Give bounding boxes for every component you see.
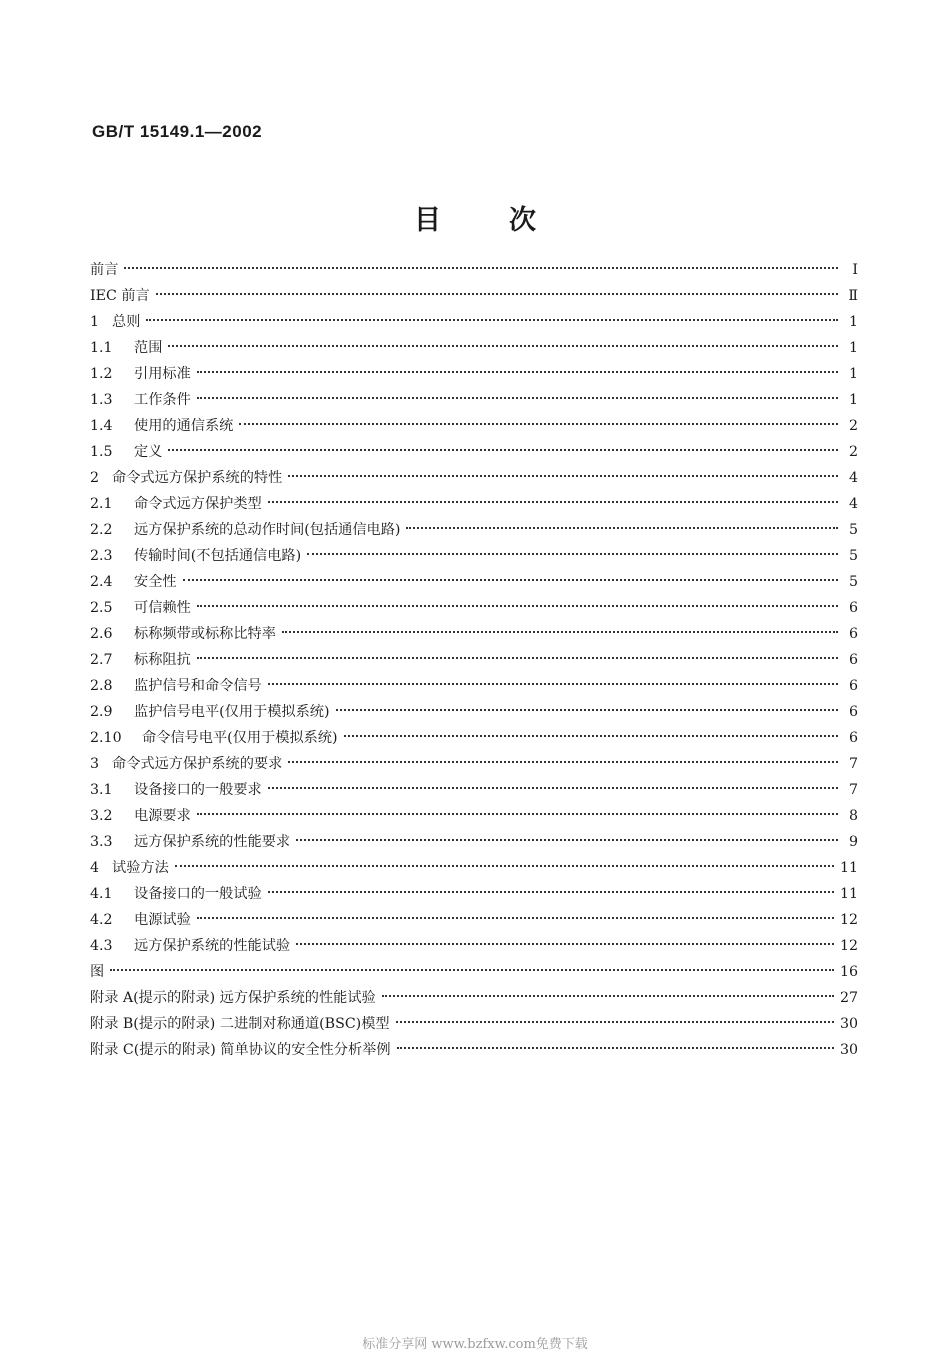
toc-entry-page: 2 [848, 444, 858, 460]
page-title: 目次 [414, 205, 604, 236]
toc-entry-page: 27 [839, 990, 858, 1006]
toc-entry[interactable] [90, 699, 858, 725]
toc-leader-dots [268, 683, 838, 685]
toc-entry-page: 9 [848, 834, 858, 850]
toc-leader-dots [282, 631, 838, 633]
table-of-contents [90, 257, 858, 1063]
toc-entry-page: Ⅱ [848, 288, 858, 304]
toc-entry-title: 设备接口的一般要求 [134, 782, 262, 798]
toc-leader-dots [296, 839, 838, 841]
toc-entry[interactable] [90, 829, 858, 855]
toc-leader-dots [168, 345, 838, 347]
toc-entry-title: 命令信号电平(仅用于模拟系统) [142, 730, 338, 746]
toc-entry[interactable] [90, 803, 858, 829]
toc-entry-title: 附录 A(提示的附录) 远方保护系统的性能试验 [90, 990, 376, 1006]
toc-entry-page: 12 [839, 912, 858, 928]
toc-entry-page: 6 [848, 678, 858, 694]
toc-entry-title: 电源要求 [134, 808, 191, 824]
toc-entry-page: 6 [848, 652, 858, 668]
toc-entry-page: 1 [848, 392, 858, 408]
toc-entry[interactable] [90, 283, 858, 309]
toc-entry[interactable] [90, 569, 858, 595]
toc-entry-number: 2.2 [90, 522, 113, 538]
toc-entry-title: 附录 B(提示的附录) 二进制对称通道(BSC)模型 [90, 1016, 390, 1032]
toc-leader-dots [197, 605, 838, 607]
toc-entry-title: 命令式远方保护系统的特性 [112, 470, 283, 486]
toc-entry-number: 3.1 [90, 782, 113, 798]
standard-code: GB/T 15149.1—2002 [92, 122, 263, 141]
toc-entry-title: 命令式远方保护类型 [134, 496, 262, 512]
toc-leader-dots [239, 423, 838, 425]
toc-entry-number: 2.10 [90, 730, 122, 746]
toc-leader-dots [307, 553, 838, 555]
toc-entry-title: IEC 前言 [90, 288, 150, 304]
toc-leader-dots [110, 969, 834, 971]
toc-entry-page: 5 [848, 522, 858, 538]
toc-entry[interactable] [90, 777, 858, 803]
toc-entry-title: 标称阻抗 [134, 652, 191, 668]
toc-entry-page: 1 [848, 340, 858, 356]
toc-leader-dots [268, 891, 834, 893]
toc-entry-number: 2 [90, 470, 100, 486]
toc-entry-page: 16 [839, 964, 858, 980]
toc-entry-title: 监护信号电平(仅用于模拟系统) [134, 704, 330, 720]
toc-entry-page: 11 [839, 886, 858, 902]
toc-entry[interactable] [90, 387, 858, 413]
toc-entry[interactable] [90, 257, 858, 283]
toc-entry-page: I [852, 262, 858, 278]
toc-entry-number: 3.3 [90, 834, 113, 850]
toc-entry-title: 远方保护系统的总动作时间(包括通信电路) [134, 522, 401, 538]
toc-entry-title: 电源试验 [134, 912, 191, 928]
toc-entry-number: 3.2 [90, 808, 113, 824]
toc-entry-number: 2.5 [90, 600, 113, 616]
toc-entry-number: 2.8 [90, 678, 113, 694]
toc-leader-dots [336, 709, 838, 711]
toc-entry-number: 2.6 [90, 626, 113, 642]
toc-leader-dots [197, 371, 838, 373]
toc-entry[interactable] [90, 413, 858, 439]
toc-leader-dots [397, 1047, 834, 1049]
toc-leader-dots [183, 579, 838, 581]
toc-entry-page: 7 [848, 756, 858, 772]
toc-leader-dots [146, 319, 838, 321]
toc-entry-page: 5 [848, 574, 858, 590]
toc-entry-page: 30 [839, 1016, 858, 1032]
toc-entry-number: 2.4 [90, 574, 113, 590]
toc-entry-number: 2.7 [90, 652, 113, 668]
toc-entry-number: 2.3 [90, 548, 113, 564]
toc-leader-dots [197, 813, 838, 815]
toc-entry[interactable] [90, 907, 858, 933]
toc-leader-dots [288, 761, 838, 763]
toc-entry-number: 4.2 [90, 912, 113, 928]
toc-entry-title: 传输时间(不包括通信电路) [134, 548, 302, 564]
toc-entry[interactable] [90, 1037, 858, 1063]
toc-entry-page: 1 [848, 366, 858, 382]
toc-leader-dots [268, 787, 838, 789]
toc-entry[interactable] [90, 439, 858, 465]
toc-entry-title: 范围 [134, 340, 163, 356]
toc-entry-page: 4 [848, 496, 858, 512]
toc-entry-title: 定义 [134, 444, 163, 460]
toc-leader-dots [344, 735, 838, 737]
toc-entry[interactable] [90, 595, 858, 621]
toc-entry-title: 工作条件 [134, 392, 191, 408]
toc-entry-title: 远方保护系统的性能试验 [134, 938, 291, 954]
toc-leader-dots [268, 501, 838, 503]
toc-entry[interactable] [90, 361, 858, 387]
toc-entry[interactable] [90, 933, 858, 959]
toc-entry[interactable] [90, 985, 858, 1011]
toc-entry-number: 2.1 [90, 496, 113, 512]
toc-entry-page: 4 [848, 470, 858, 486]
toc-entry-page: 11 [839, 860, 858, 876]
toc-entry-page: 6 [848, 704, 858, 720]
toc-entry-page: 7 [848, 782, 858, 798]
toc-entry-number: 2.9 [90, 704, 113, 720]
toc-entry-number: 3 [90, 756, 100, 772]
toc-leader-dots [197, 657, 838, 659]
toc-entry-page: 8 [848, 808, 858, 824]
toc-leader-dots [175, 865, 834, 867]
toc-entry[interactable] [90, 465, 858, 491]
toc-leader-dots [288, 475, 838, 477]
toc-entry-page: 6 [848, 600, 858, 616]
toc-entry-title: 命令式远方保护系统的要求 [112, 756, 283, 772]
toc-entry[interactable] [90, 751, 858, 777]
toc-entry-page: 12 [839, 938, 858, 954]
toc-entry-number: 1.1 [90, 340, 113, 356]
toc-leader-dots [124, 267, 838, 269]
toc-leader-dots [382, 995, 834, 997]
toc-entry-number: 4.3 [90, 938, 113, 954]
toc-entry-number: 1.2 [90, 366, 113, 382]
toc-entry-title: 监护信号和命令信号 [134, 678, 262, 694]
toc-entry-title: 附录 C(提示的附录) 简单协议的安全性分析举例 [90, 1042, 391, 1058]
toc-leader-dots [406, 527, 838, 529]
toc-entry-page: 5 [848, 548, 858, 564]
toc-leader-dots [197, 917, 834, 919]
toc-entry-page: 6 [848, 730, 858, 746]
toc-entry[interactable] [90, 647, 858, 673]
toc-entry[interactable] [90, 881, 858, 907]
toc-leader-dots [197, 397, 838, 399]
toc-leader-dots [396, 1021, 834, 1023]
toc-entry-page: 1 [848, 314, 858, 330]
toc-entry-title: 安全性 [134, 574, 177, 590]
toc-entry[interactable] [90, 855, 858, 881]
toc-entry[interactable] [90, 673, 858, 699]
toc-entry-title: 总则 [112, 314, 141, 330]
toc-entry-number: 1.5 [90, 444, 113, 460]
toc-leader-dots [156, 293, 838, 295]
toc-entry-number: 1 [90, 314, 100, 330]
toc-entry-number: 1.4 [90, 418, 113, 434]
toc-entry-page: 6 [848, 626, 858, 642]
toc-entry-title: 图 [90, 964, 105, 980]
toc-leader-dots [168, 449, 838, 451]
toc-entry[interactable] [90, 621, 858, 647]
toc-entry-page: 30 [839, 1042, 858, 1058]
toc-entry-title: 试验方法 [112, 860, 169, 876]
toc-entry[interactable] [90, 543, 858, 569]
toc-entry-page: 2 [848, 418, 858, 434]
toc-entry[interactable] [90, 309, 858, 335]
toc-entry-number: 1.3 [90, 392, 113, 408]
toc-entry-number: 4.1 [90, 886, 113, 902]
toc-entry[interactable] [90, 1011, 858, 1037]
toc-entry[interactable] [90, 959, 858, 985]
toc-entry-title: 设备接口的一般试验 [134, 886, 262, 902]
toc-entry-title: 远方保护系统的性能要求 [134, 834, 291, 850]
toc-entry[interactable] [90, 335, 858, 361]
toc-entry[interactable] [90, 725, 858, 751]
toc-entry[interactable] [90, 491, 858, 517]
toc-entry[interactable] [90, 517, 858, 543]
toc-entry-title: 可信赖性 [134, 600, 191, 616]
toc-entry-title: 使用的通信系统 [134, 418, 234, 434]
watermark: 标准分享网 www.bzfxw.com免费下载 [362, 1337, 588, 1352]
toc-entry-title: 前言 [90, 262, 119, 278]
toc-entry-title: 标称频带或标称比特率 [134, 626, 276, 642]
toc-leader-dots [296, 943, 834, 945]
toc-entry-title: 引用标准 [134, 366, 191, 382]
toc-entry-number: 4 [90, 860, 100, 876]
